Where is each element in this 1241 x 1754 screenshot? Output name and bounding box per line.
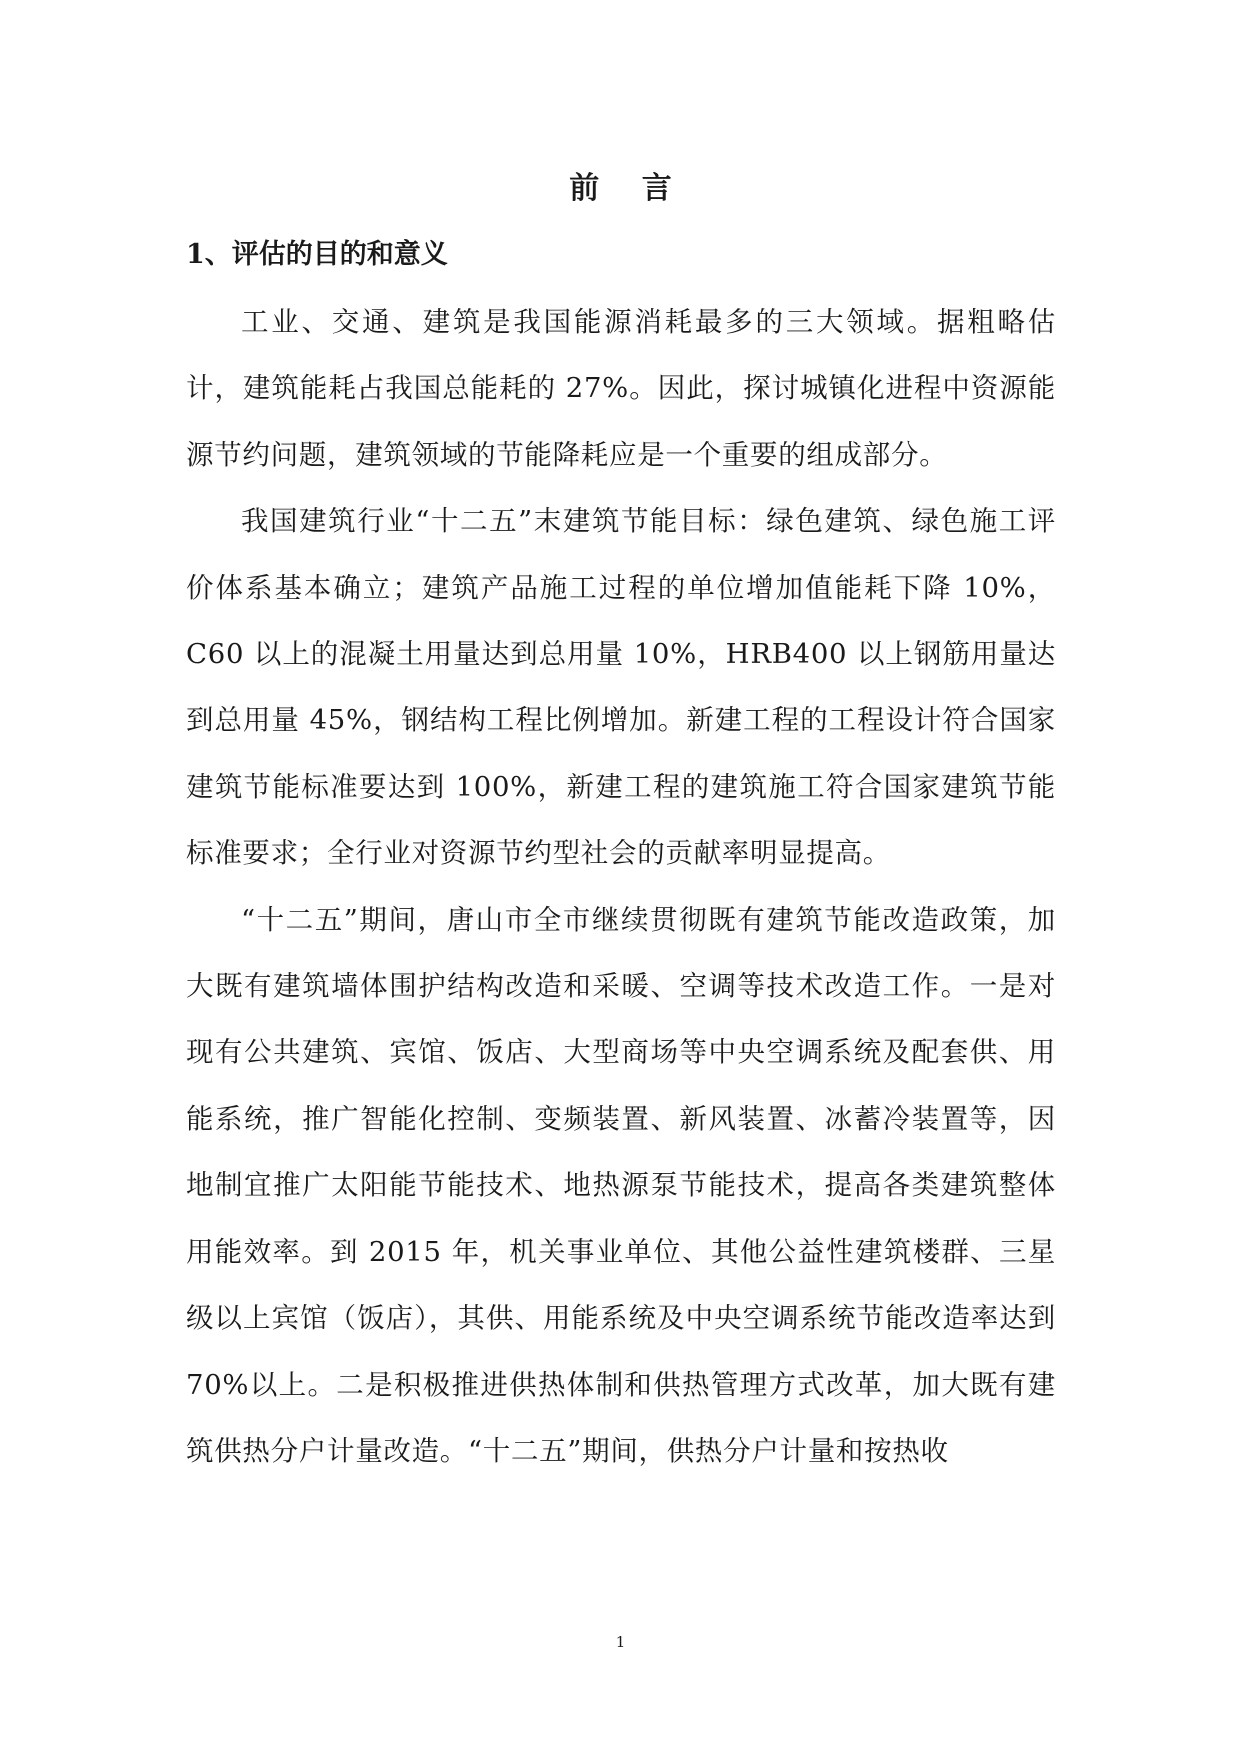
paragraph: 工业、交通、建筑是我国能源消耗最多的三大领域。据粗略估计，建筑能耗占我国总能耗的 27%。因此，探讨城镇化进程中资源能源节约问题，建筑领域的节能降耗应是一个重要的组成部分。	[186, 306, 1056, 471]
page-number: 1	[615, 1633, 626, 1651]
section-heading: 1、评估的目的和意义	[186, 239, 448, 270]
body-text	[186, 289, 1056, 1484]
paragraph: “十二五”期间，唐山市全市继续贯彻既有建筑节能改造政策，加大既有建筑墙体围护结构改造和采暖、空调等技术改造工作。一是对现有公共建筑、宾馆、饭店、大型商场等中央空调系统及配套供、用能系统，推广智能化控制、变频装置、新风装置、冰蓄冷装置等，因地制宜推广太阳能节能技术、地热源泵节能技术，提高各类建筑整体用能效率。到 2015 年，机关事业单位、其他公益性建筑楼群、三星级以上宾馆（饭店），其供、用能系统及中央空调系统节能改造率达到 70%以上。二是积极推进供热体制和供热管理方式改革，加大既有建筑供热分户计量改造。“十二五”期间，供热分户计量和按热收	[186, 903, 1056, 1467]
page-title: 前 言	[569, 171, 688, 206]
paragraph: 我国建筑行业“十二五”末建筑节能目标：绿色建筑、绿色施工评价体系基本确立；建筑产品施工过程的单位增加值能耗下降 10%，C60 以上的混凝土用量达到总用量 10%，HRB400 以上钢筋用量达到总用量 45%，钢结构工程比例增加。新建工程的工程设计符合国家建筑节能标准要达到 100%，新建工程的建筑施工符合国家建筑节能标准要求；全行业对资源节约型社会的贡献率明显提高。	[186, 505, 1056, 870]
